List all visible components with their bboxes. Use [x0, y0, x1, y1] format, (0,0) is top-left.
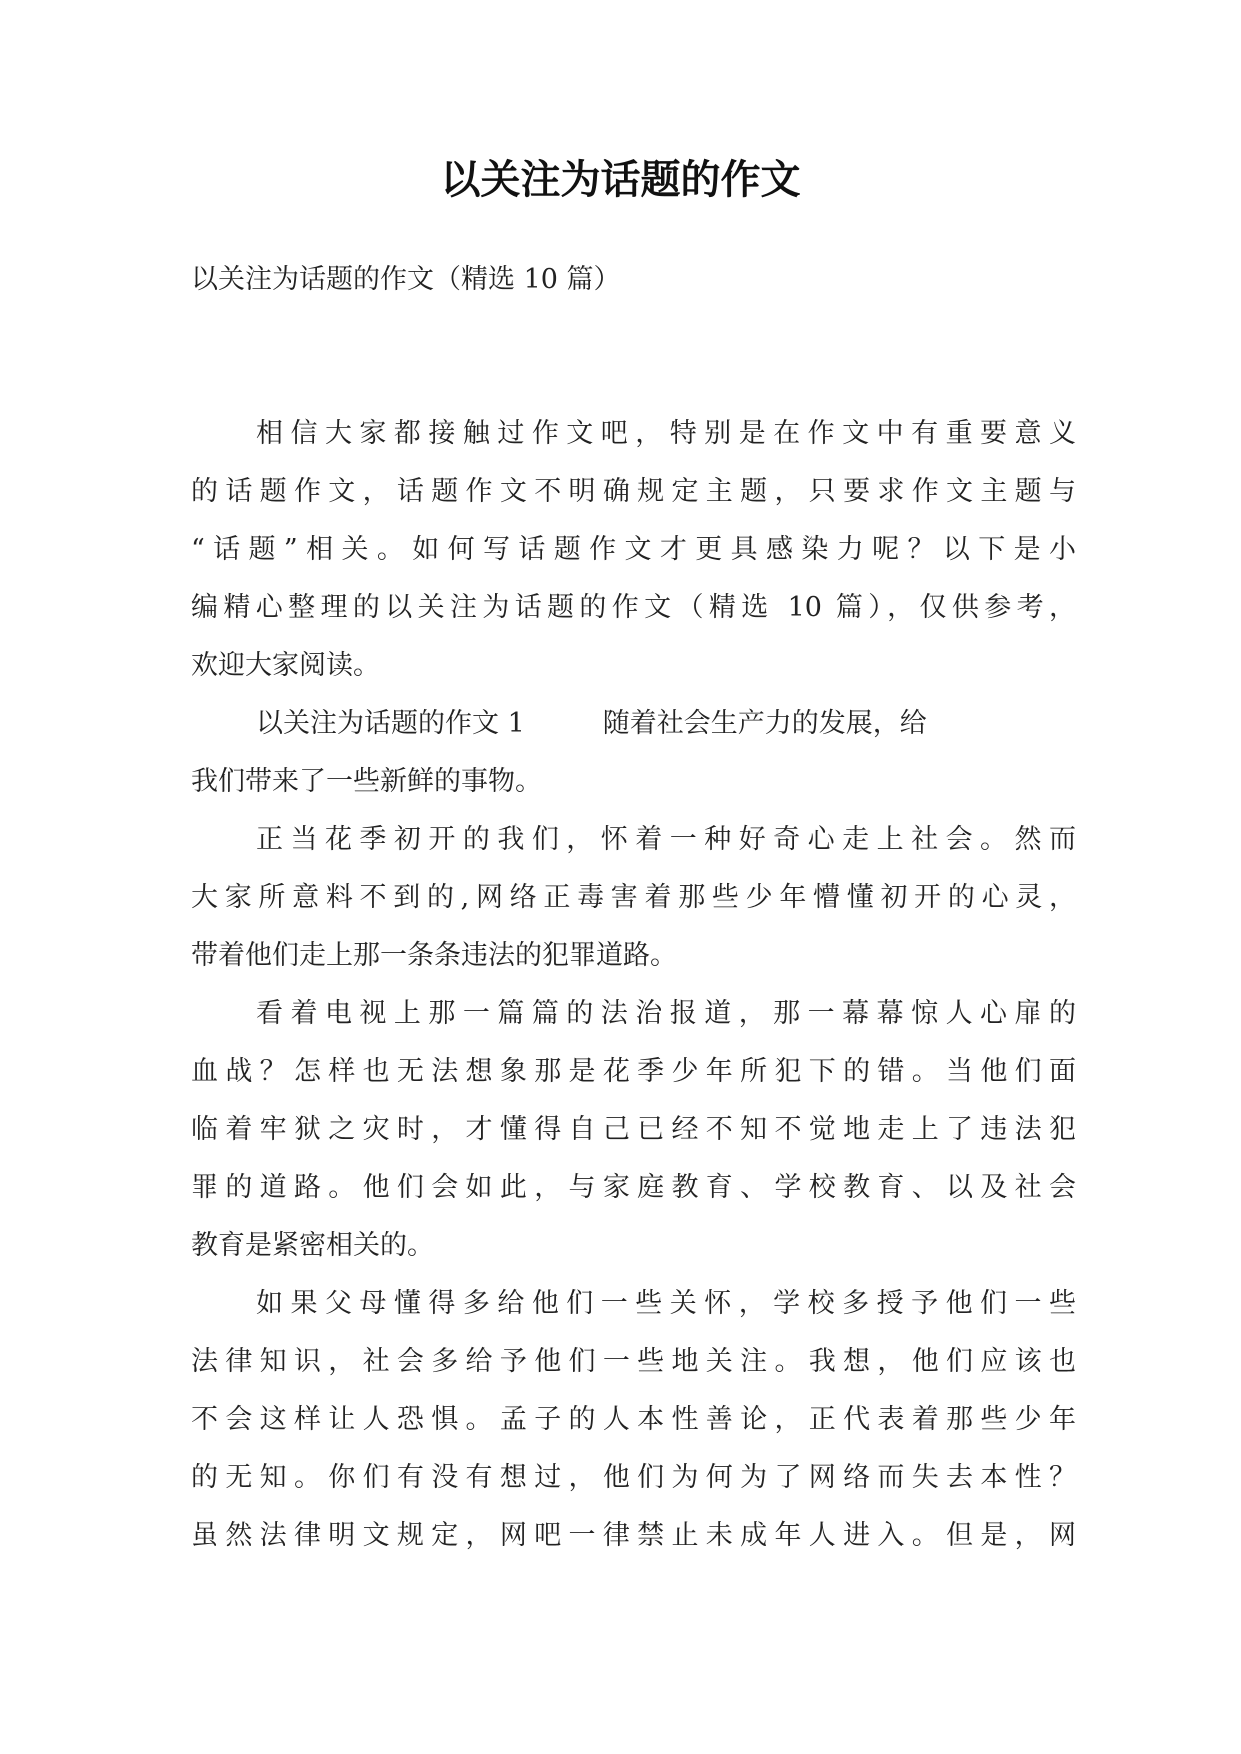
- essay-first-line: 随着社会生产力的发展，给: [602, 708, 927, 739]
- text-line: 教育是紧密相关的。: [191, 1230, 434, 1261]
- document-subtitle: 以关注为话题的作文（精选 10 篇）: [191, 264, 621, 295]
- text-line: 不会这样让人恐惧。孟子的人本性善论，正代表着那些少年: [191, 1404, 1076, 1435]
- text-line: 临着牢狱之灾时，才懂得自己已经不知不觉地走上了违法犯: [191, 1114, 1076, 1145]
- text-line: 大家所意料不到的,网络正毒害着那些少年懵懂初开的心灵，: [191, 882, 1076, 913]
- text-line: 正当花季初开的我们，怀着一种好奇心走上社会。然而: [256, 824, 1076, 855]
- text-line: 血战？怎样也无法想象那是花季少年所犯下的错。当他们面: [191, 1056, 1076, 1087]
- text-line: 带着他们走上那一条条违法的犯罪道路。: [191, 940, 677, 971]
- text-line: 相信大家都接触过作文吧，特别是在作文中有重要意义: [256, 418, 1076, 449]
- document-body: [191, 405, 1076, 1565]
- text-line: 虽然法律明文规定，网吧一律禁止未成年人进入。但是，网: [191, 1520, 1076, 1551]
- text-line: 编精心整理的以关注为话题的作文（精选 10 篇），仅供参考，: [191, 592, 1076, 623]
- paragraph-essay-1-heading: [191, 695, 1076, 811]
- text-line: [191, 695, 1076, 753]
- paragraph: [191, 811, 1076, 985]
- text-line: 我们带来了一些新鲜的事物。: [191, 766, 542, 797]
- essay-heading: 以关注为话题的作文 1: [256, 708, 525, 739]
- text-line: 欢迎大家阅读。: [191, 650, 380, 681]
- paragraph: [191, 985, 1076, 1275]
- text-line: 的话题作文，话题作文不明确规定主题，只要求作文主题与: [191, 476, 1076, 507]
- text-line: 的无知。你们有没有想过，他们为何为了网络而失去本性？: [191, 1462, 1076, 1493]
- text-line: 如果父母懂得多给他们一些关怀，学校多授予他们一些: [256, 1288, 1076, 1319]
- text-line: 法律知识，社会多给予他们一些地关注。我想，他们应该也: [191, 1346, 1076, 1377]
- text-line: 罪的道路。他们会如此，与家庭教育、学校教育、以及社会: [191, 1172, 1076, 1203]
- text-line: “话题”相关。如何写话题作文才更具感染力呢？以下是小: [191, 534, 1076, 565]
- paragraph-intro: [191, 405, 1076, 695]
- document-title: 以关注为话题的作文: [440, 156, 801, 203]
- text-line: 看着电视上那一篇篇的法治报道，那一幕幕惊人心扉的: [256, 998, 1076, 1029]
- paragraph: [191, 1275, 1076, 1565]
